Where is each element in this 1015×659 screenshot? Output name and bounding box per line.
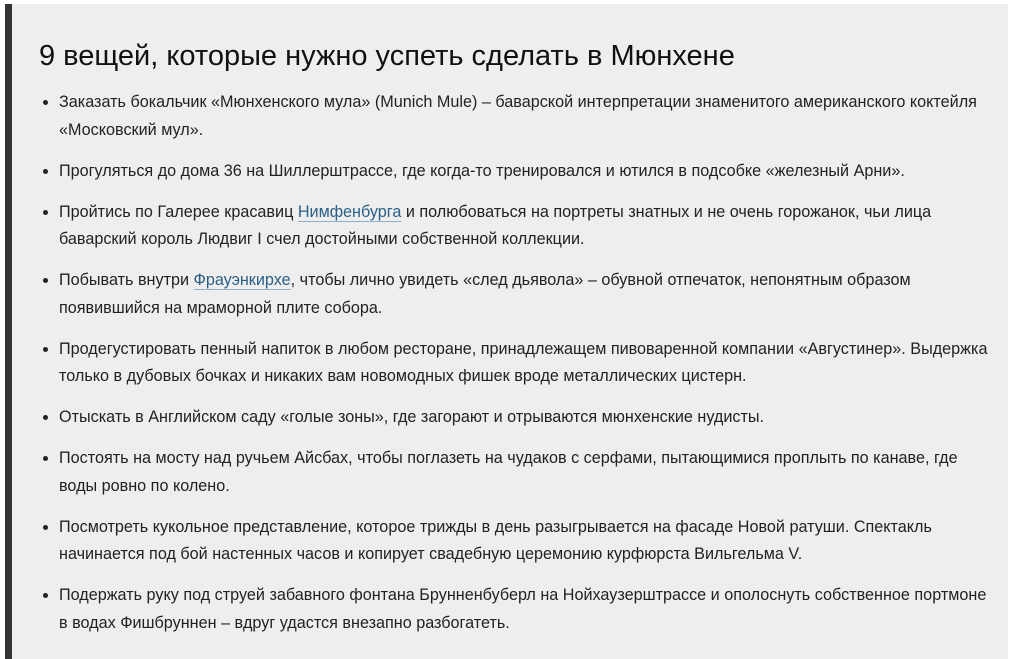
- bullet-icon: [43, 415, 48, 420]
- frauenkirche-link[interactable]: Фрауэнкирхе: [193, 271, 291, 289]
- bullet-icon: [43, 169, 48, 174]
- list-item: [39, 267, 989, 322]
- bullet-icon: [43, 100, 48, 105]
- list-item-text: Подержать руку под струей забавного фонтана Брунненбуберл на Нойхаузерштрассе и ополоснуть собственное портмоне в водах Фишбруннен – вдруг удастся внезапно разбогатеть.: [59, 586, 987, 632]
- list-item: [39, 336, 989, 391]
- bullet-icon: [43, 456, 48, 461]
- list-item: [39, 199, 989, 254]
- bullet-icon: [43, 210, 48, 215]
- bullet-icon: [43, 347, 48, 352]
- things-to-do-list: [39, 89, 989, 651]
- article-title: 9 вещей, которые нужно успеть сделать в Мюнхене: [39, 40, 735, 72]
- list-item: [39, 89, 989, 144]
- article-box: [5, 4, 1008, 659]
- list-item-text: Посмотреть кукольное представление, которое трижды в день разыгрывается на фасаде Новой ратуши. Спектакль начинается под бой настенных часов и копирует свадебную церемонию курфюрста Вильгельма V.: [59, 517, 932, 563]
- bullet-icon: [43, 278, 48, 283]
- bullet-icon: [43, 525, 48, 530]
- list-item-text-after: и полюбоваться на портреты знатных и не очень горожанок, чьи лица баварский король Людвиг I счел достойными собственной коллекции.: [59, 202, 932, 248]
- list-item: [39, 445, 989, 500]
- list-item: [39, 582, 989, 637]
- list-item-text: Заказать бокальчик «Мюнхенского мула» (Munich Mule) – баварской интерпретации знаменитого американского коктейля «Московский мул».: [59, 93, 977, 139]
- list-item-text: Продегустировать пенный напиток в любом ресторане, принадлежащем пивоваренной компании «Августинер». Выдержка только в дубовых бочках и никаких вам новомодных фишек вроде металлических цистерн.: [59, 339, 988, 385]
- list-item-text-after: , чтобы лично увидеть «след дьявола» – обувной отпечаток, непонятным образом появившийся на мраморной плите собора.: [59, 271, 911, 317]
- list-item: [39, 404, 989, 432]
- list-item-text: Прогуляться до дома 36 на Шиллерштрассе, где когда-то тренировался и ютился в подсобке «железный Арни».: [59, 161, 905, 180]
- nymphenburg-link[interactable]: Нимфенбурга: [297, 202, 402, 221]
- list-item-text-before: Побывать внутри: [59, 271, 194, 289]
- list-item: [39, 158, 989, 186]
- list-item-text: Отыскать в Английском саду «голые зоны», где загорают и отрываются мюнхенские нудисты.: [59, 408, 765, 426]
- list-item: [39, 514, 989, 569]
- list-item-text-before: Пройтись по Галерее красавиц: [59, 202, 298, 221]
- bullet-icon: [43, 593, 48, 598]
- list-item-text: Постоять на мосту над ручьем Айсбах, чтобы поглазеть на чудаков с серфами, пытающимися проплыть по канаве, где воды ровно по колено.: [59, 449, 958, 495]
